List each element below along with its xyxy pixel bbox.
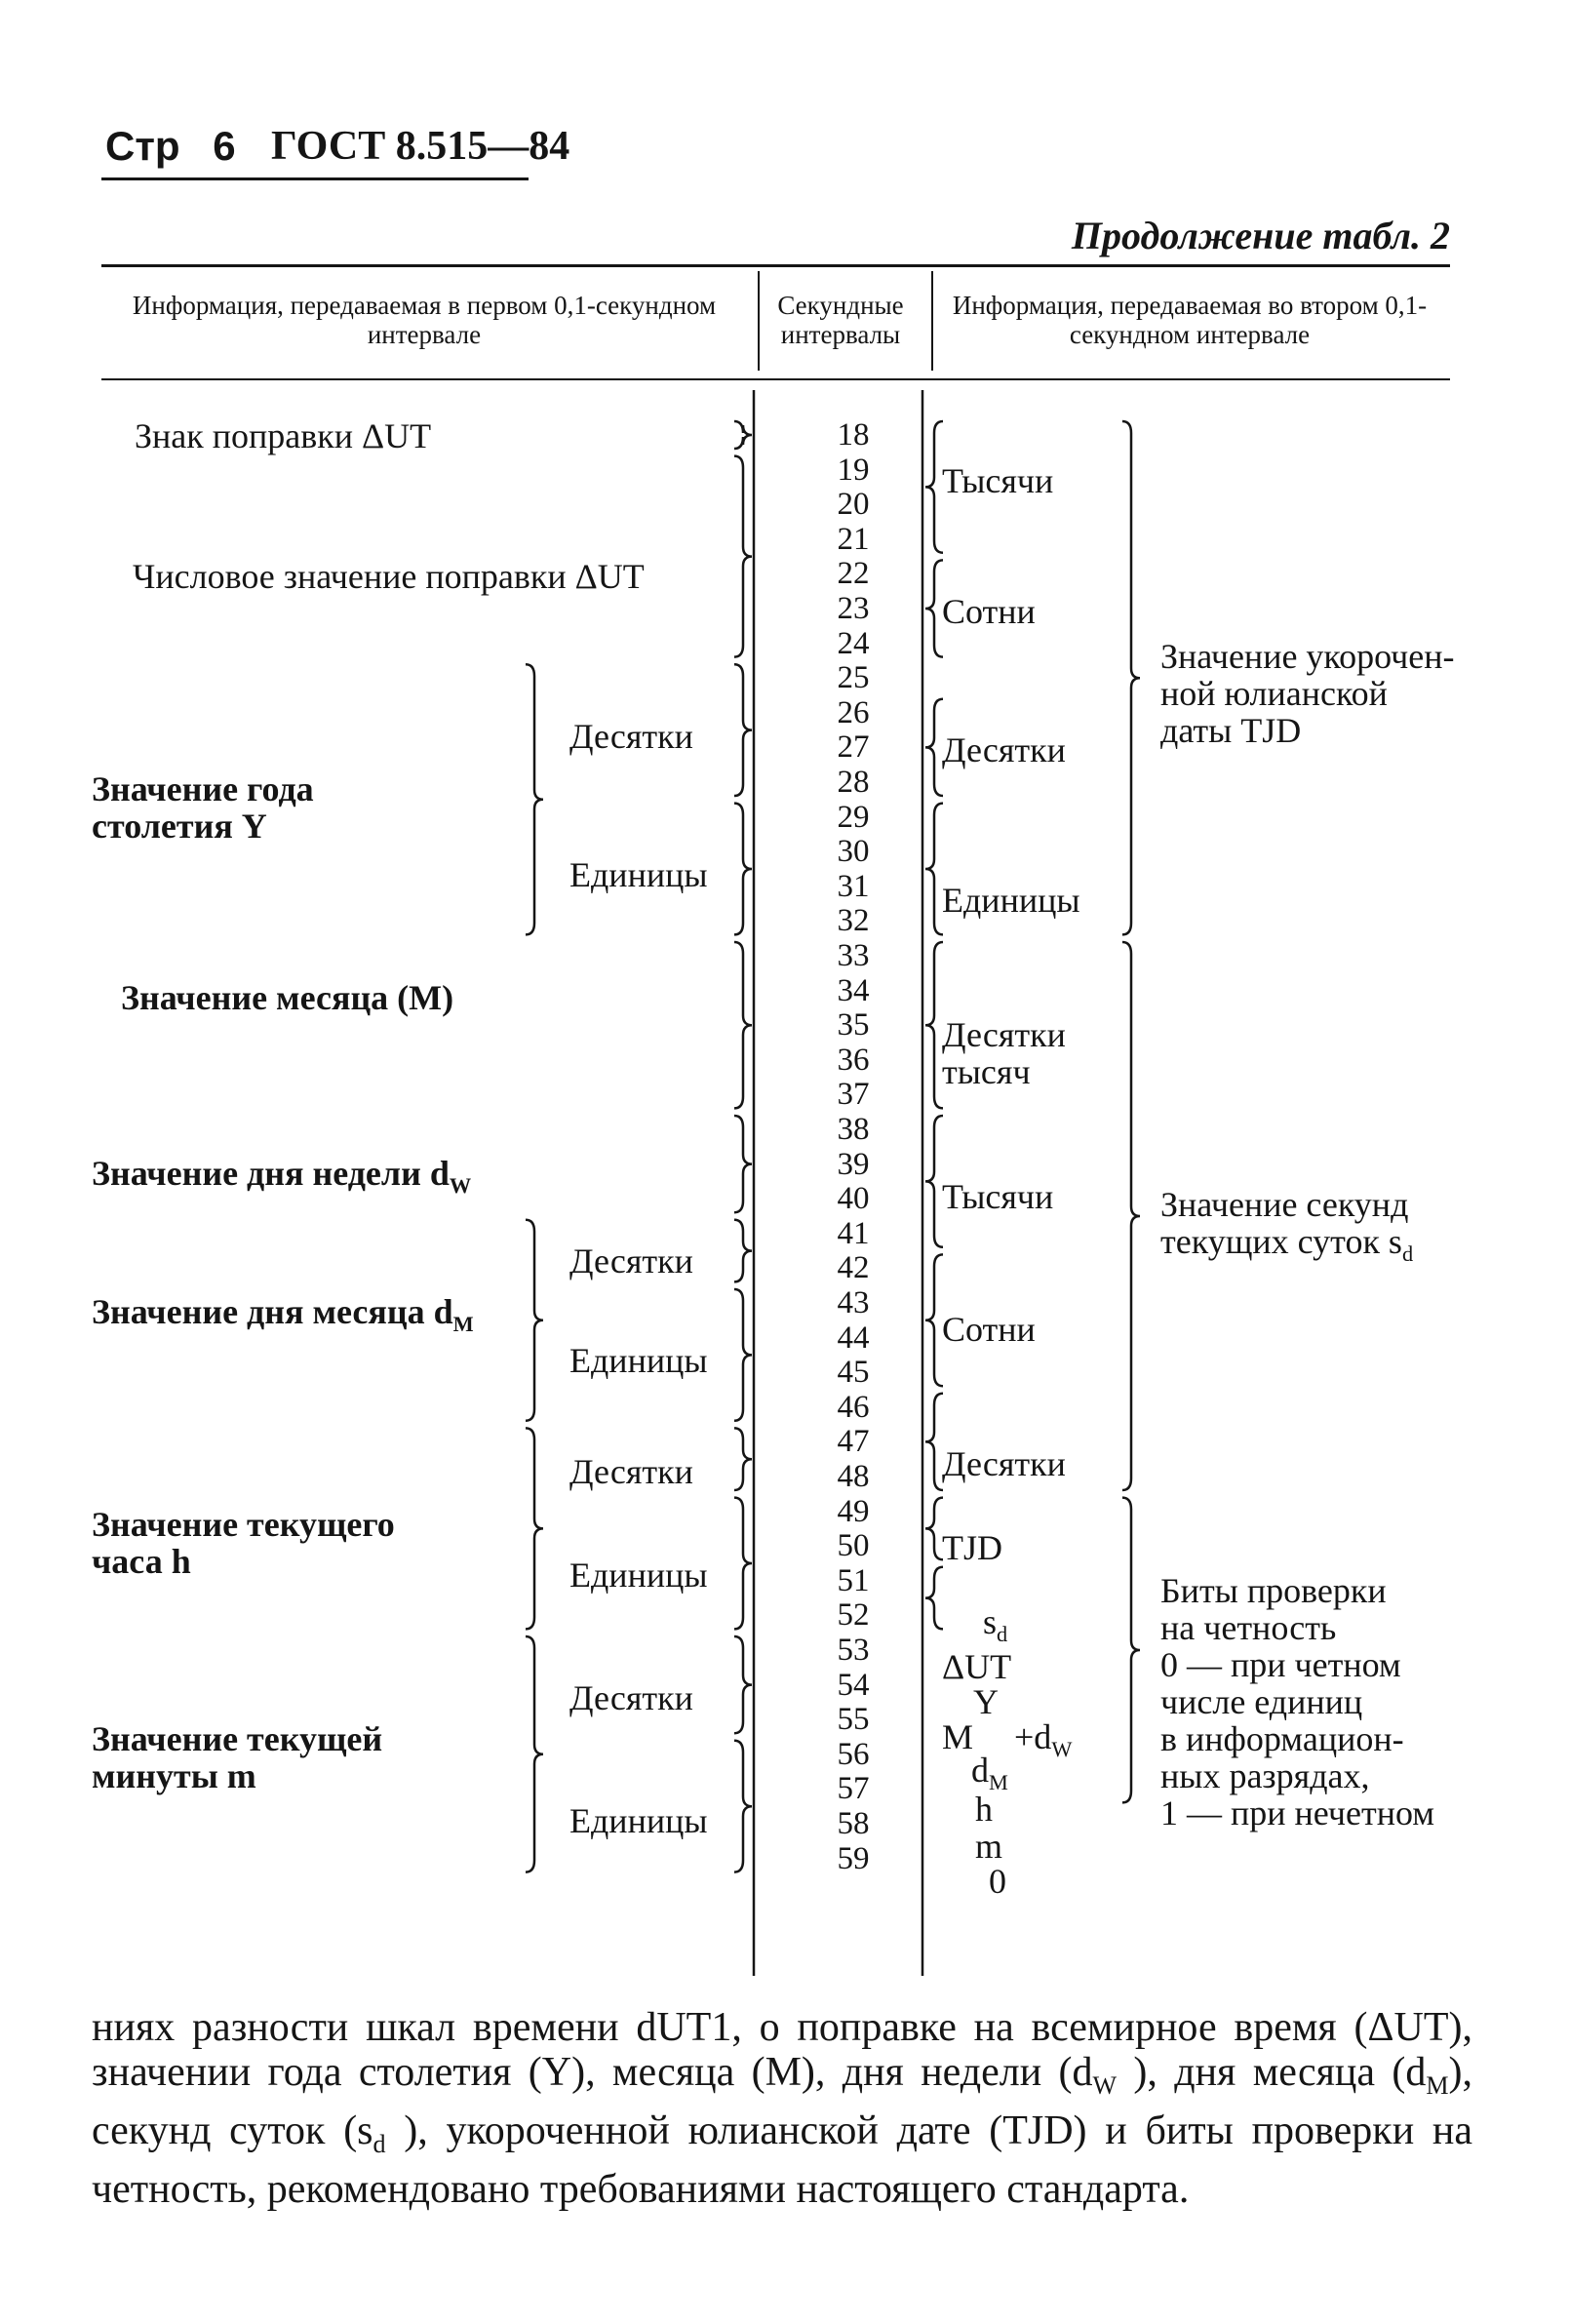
label-hour-line1: Значение текущего — [92, 1505, 395, 1544]
second-18: 18 — [837, 417, 870, 453]
group-sd-line2 — [1160, 1223, 1413, 1273]
second-40: 40 — [837, 1181, 870, 1217]
second-30: 30 — [837, 834, 870, 870]
second-43: 43 — [837, 1285, 870, 1320]
group-tjd-line1: Значение укорочен- — [1160, 637, 1455, 676]
brace-month — [734, 942, 752, 1108]
second-50: 50 — [837, 1528, 870, 1564]
label-monthday — [92, 1293, 474, 1343]
document-id: ГОСТ 8.515—84 — [271, 124, 570, 169]
brace-r-hundreds-2 — [925, 1254, 943, 1386]
group-sd-line2-sub: d — [1401, 1241, 1414, 1266]
label-minute-tens: Десятки — [569, 1678, 693, 1717]
label-month: Значение месяца (M) — [121, 978, 454, 1017]
parity-plus-dw-text: +d — [1014, 1717, 1052, 1756]
table-continuation-caption: Продолжение табл. 2 — [1071, 214, 1450, 257]
second-55: 55 — [837, 1702, 870, 1738]
brace-r-thousands-1 — [925, 421, 943, 553]
brace-hour-units — [734, 1498, 752, 1630]
r-label-sd-short-sub: d — [997, 1621, 1008, 1646]
group-tjd-line3: даты TJD — [1160, 711, 1302, 750]
paragraph-part-2: ), дня месяца (d — [1117, 2050, 1427, 2095]
label-hour-tens: Десятки — [569, 1452, 693, 1491]
brace-monthday-group — [526, 1220, 543, 1421]
second-59: 59 — [837, 1840, 870, 1876]
label-year-units: Единицы — [569, 855, 708, 894]
label-weekday-sub: W — [449, 1172, 472, 1198]
second-48: 48 — [837, 1459, 870, 1494]
brace-minute-units — [734, 1741, 752, 1872]
group-parity-line4: числе единиц — [1160, 1682, 1363, 1721]
page-number: 6 — [213, 123, 236, 169]
second-41: 41 — [837, 1215, 870, 1251]
label-monthday-text: Значение дня месяца d — [92, 1292, 453, 1331]
brace-r-units-1 — [925, 804, 943, 935]
second-45: 45 — [837, 1355, 870, 1391]
r-label-units-1: Единицы — [942, 881, 1080, 920]
second-22: 22 — [837, 556, 870, 592]
second-27: 27 — [837, 729, 870, 766]
label-value-dut: Числовое значение поправки ΔUT — [133, 557, 645, 596]
group-parity-line2: на четность — [1160, 1608, 1337, 1647]
brace-hour-tens — [734, 1428, 752, 1490]
second-31: 31 — [837, 868, 870, 904]
second-58: 58 — [837, 1806, 870, 1841]
r-label-tjd-short: TJD — [942, 1528, 1002, 1567]
parity-dm-sub: M — [989, 1769, 1008, 1794]
second-47: 47 — [837, 1424, 870, 1460]
r-label-hundreds-2: Сотни — [942, 1310, 1036, 1349]
second-25: 25 — [837, 660, 870, 696]
brace-hour-group — [526, 1428, 543, 1629]
brace-year-units — [734, 804, 752, 935]
group-sd-line2-text: текущих суток s — [1160, 1222, 1402, 1261]
label-hour-units: Единицы — [569, 1556, 708, 1595]
brace-year-group — [526, 664, 543, 934]
second-38: 38 — [837, 1112, 870, 1147]
brace-minute-group — [526, 1636, 543, 1872]
brace-r-tjd — [925, 1498, 943, 1560]
second-52: 52 — [837, 1597, 870, 1634]
label-minute-units: Единицы — [569, 1801, 708, 1840]
second-23: 23 — [837, 591, 870, 626]
brace-monthday-tens — [734, 1220, 752, 1282]
second-37: 37 — [837, 1077, 870, 1113]
second-32: 32 — [837, 903, 870, 939]
parity-plus-dw-sub: W — [1051, 1736, 1073, 1761]
group-tjd-line2: ной юлианской — [1160, 674, 1388, 713]
page-label-text: Стр — [105, 123, 180, 169]
second-20: 20 — [837, 487, 870, 523]
label-hour-line2: часа h — [92, 1542, 191, 1581]
label-monthday-units: Единицы — [569, 1341, 708, 1380]
label-sign-dut: Знак поправки ΔUT — [135, 416, 432, 455]
column-header-second-interval: Информация, передаваемая во втором 0,1-секундном интервале — [952, 291, 1428, 349]
paragraph-sub-d: d — [373, 2130, 386, 2159]
paragraph-part-3: ), секунд суток (s — [92, 2050, 1473, 2154]
brace-r-tens-thousands — [925, 942, 943, 1108]
brace-minute-tens — [734, 1636, 752, 1733]
column-header-first-interval: Информация, передаваемая в первом 0,1-секундном интервале — [132, 291, 717, 349]
parity-m-minute: m — [975, 1827, 1003, 1866]
second-54: 54 — [837, 1667, 870, 1703]
parity-zero: 0 — [989, 1862, 1006, 1901]
parity-m: M — [942, 1717, 974, 1756]
brace-weekday — [734, 1116, 752, 1212]
second-33: 33 — [837, 938, 870, 973]
second-51: 51 — [837, 1562, 870, 1598]
r-label-sd-short — [983, 1603, 1007, 1653]
brace-value-dut — [734, 456, 752, 657]
brace-group-parity — [1122, 1498, 1140, 1803]
r-label-thousands-1: Тысячи — [942, 461, 1054, 500]
parity-h: h — [975, 1790, 993, 1829]
second-39: 39 — [837, 1146, 870, 1182]
second-29: 29 — [837, 799, 870, 835]
second-35: 35 — [837, 1007, 870, 1044]
second-34: 34 — [837, 972, 870, 1008]
brace-r-thousands-2 — [925, 1116, 943, 1247]
label-weekday — [92, 1155, 471, 1204]
r-label-tens-1: Десятки — [942, 730, 1066, 769]
second-19: 19 — [837, 452, 870, 488]
second-28: 28 — [837, 765, 870, 800]
second-26: 26 — [837, 694, 870, 730]
brace-group-seconds — [1122, 942, 1140, 1490]
brace-r-tens-1 — [925, 699, 943, 796]
body-paragraph — [92, 2005, 1472, 2212]
parity-y: Y — [973, 1682, 999, 1721]
paragraph-part-4: ), укороченной юлианской дате (TJD) и биты проверки на четность, рекомендовано требованиями настоящего стандарта. — [92, 2108, 1473, 2213]
label-monthday-sub: M — [452, 1311, 474, 1336]
r-label-tens-thousands-1: Десятки — [942, 1015, 1066, 1054]
second-24: 24 — [837, 625, 870, 661]
group-parity-line5: в информацион- — [1160, 1719, 1404, 1758]
group-sd-line1: Значение секунд — [1160, 1185, 1409, 1224]
brace-r-tens-2 — [925, 1394, 943, 1490]
second-46: 46 — [837, 1389, 870, 1425]
label-year-tens: Десятки — [569, 717, 693, 756]
group-parity-line6: ных разрядах, — [1160, 1756, 1370, 1795]
second-57: 57 — [837, 1771, 870, 1807]
second-44: 44 — [837, 1320, 870, 1356]
second-53: 53 — [837, 1633, 870, 1668]
parity-plus-dw — [1014, 1718, 1072, 1768]
brace-year-tens — [734, 664, 752, 796]
label-weekday-text: Значение дня недели d — [92, 1154, 450, 1193]
parity-dut: ΔUT — [942, 1647, 1012, 1686]
r-label-thousands-2: Тысячи — [942, 1177, 1054, 1216]
second-21: 21 — [837, 521, 870, 557]
paragraph-part-1: ниях разности шкал времени dUT1, о поправке на всемирное время (ΔUT), значении года столетия (Y), месяца (M), дня недели (d — [92, 2005, 1472, 2095]
label-year-line1: Значение года — [92, 769, 314, 808]
r-label-sd-short-text: s — [983, 1602, 998, 1641]
label-minute-line1: Значение текущей — [92, 1719, 383, 1758]
group-parity-line1: Биты проверки — [1160, 1571, 1387, 1610]
paragraph-sub-w: W — [1092, 2071, 1118, 2101]
label-monthday-tens: Десятки — [569, 1241, 693, 1280]
r-label-tens-2: Десятки — [942, 1444, 1066, 1483]
column-header-seconds: Секундные интервалы — [777, 291, 904, 349]
label-minute-line2: минуты m — [92, 1756, 256, 1795]
second-56: 56 — [837, 1736, 870, 1772]
group-parity-line7: 1 — при нечетном — [1160, 1793, 1435, 1832]
parity-dm-text: d — [971, 1751, 989, 1790]
brace-sign-dut — [734, 421, 752, 449]
group-parity-line3: 0 — при четном — [1160, 1645, 1401, 1684]
brace-group-tjd — [1122, 421, 1140, 934]
r-label-hundreds-1: Сотни — [942, 592, 1036, 631]
second-49: 49 — [837, 1493, 870, 1529]
brace-r-sd — [925, 1567, 943, 1630]
r-label-tens-thousands-2: тысяч — [942, 1052, 1031, 1091]
second-36: 36 — [837, 1042, 870, 1078]
second-42: 42 — [837, 1250, 870, 1286]
label-year-line2: столетия Y — [92, 807, 267, 846]
brace-r-hundreds-1 — [925, 560, 943, 656]
paragraph-sub-m: M — [1426, 2071, 1449, 2101]
brace-monthday-units — [734, 1289, 752, 1421]
